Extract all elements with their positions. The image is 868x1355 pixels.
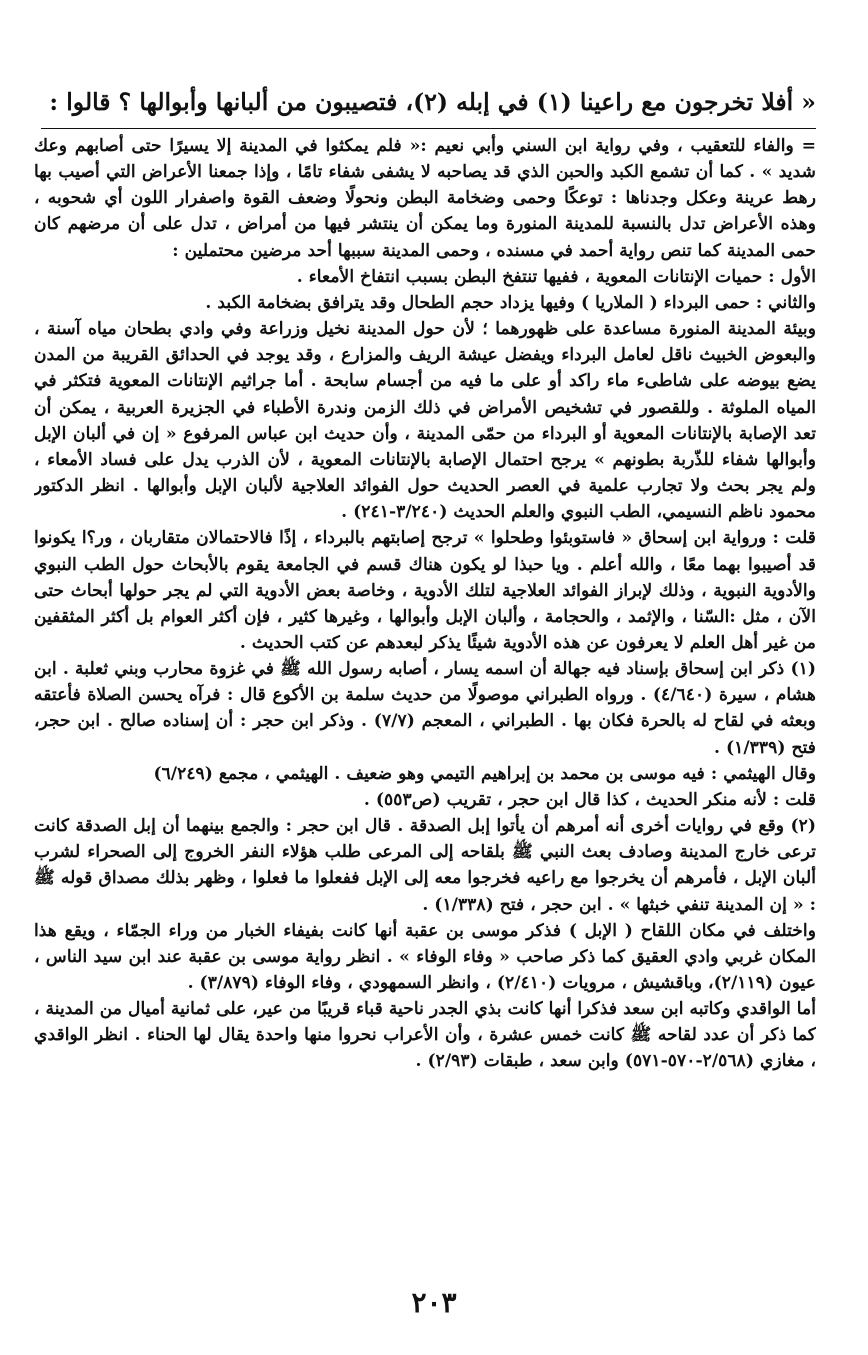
footnote-2: (٢) وقع في روايات أخرى أنه أمرهم أن يأتوا إبل الصدقة . قال ابن حجر : والجمع بينهما أن إبل الصدقة كانت ترعى خارج المدينة وصادف بعث النبي ﷺ بلقاحه إلى المرعى طلب هؤلاء النفر الخروج إلى الصحراء لشرب ألبان الإبل ، فأمرهم أن يخرجوا مع راعيه فخرجوا معه إلى الإبل ففعلوا ما فعلوا ، وظهر بذلك مصداق قوله ﷺ : « إن المدينة تنفي خبثها » . ابن حجر ، فتح (١/٣٣٨) . — [34, 816, 816, 915]
footnote-paragraph: واختلف في مكان اللقاح ( الإبل ) فذكر موسى بن عقبة أنها كانت بفيفاء الخبار من وراء الجمّاء ، ويقع هذا المكان غربي وادي العقيق كما ذكر صاحب « وفاء الوفاء » . انظر رواية موسى بن عقبة عند ابن سيد الناس ، عيون (٢/١١٩)، وباقشيش ، مرويات (٢/٤١٠) ، وانظر السمهودي ، وفاء الوفاء (٣/٨٧٩) . — [34, 920, 816, 993]
footnote-paragraph: قلت : ورواية ابن إسحاق « فاستوبئوا وطحلوا » ترجح إصابتهم بالبرداء ، إذًا فالاحتمالان متقاربان ، ور؟ا يكونوا قد أصيبوا بهما معًا ، والله أعلم . ويا حبذا لو يكون هناك قسم في الجامعة يقوم بالأبحاث حول الطب النبوي والأدوية النبوية ، وذلك لإبراز الفوائد العلاجية لتلك الأدوية ، وخاصة بعض الأدوية التي لم يجر حولها أبحاث حتى الآن ، مثل :السّنا ، والإثمد ، والحجامة ، وألبان الإبل وأبوالها ، وغيرها كثير ، فإن أكثر العوام بل أكثر المثقفين من غير أهل العلم لا يعرفون عن هذه الأدوية شيئًا يذكر لبعدهم عن كتب الحديث . — [34, 528, 816, 653]
footnote-paragraph: وبيئة المدينة المنورة مساعدة على ظهورهما ؛ لأن حول المدينة نخيل وزراعة وفي وادي بطحان مياه آسنة ، والبعوض الخبيث ناقل لعامل البرداء ويفضل عيشة الريف والمزارع ، وقد يوجد في الحدائق القريبة من المدن يضع بيوضه على شاطىء ماء راكد أو على ما فيه من أجسام سابحة . أما جراثيم الإنتانات المعوية فتكثر في المياه الملوثة . وللقصور في تشخيص الأمراض في ذلك الزمن وندرة الأطباء في الجزيرة العربية ، يمكن أن تعد الإصابة بالإنتانات المعوية أو البرداء من حمّى المدينة ، وأن حديث ابن عباس المرفوع « إن في ألبان الإبل وأبوالها شفاء للذّربة بطونهم » يرجح احتمال الإصابة بالإنتانات المعوية ، لأن الذرب يدل على فساد الأمعاء ، ولم يجر بحث ولا تجارب علمية في العصر الحديث حول الفوائد العلاجية لألبان الإبل وأبوالها . انظر الدكتور محمود ناظم النسيمي، الطب النبوي والعلم الحديث (٣/٢٤٠-٢٤١) . — [34, 319, 816, 523]
footnote-paragraph: والثاني : حمى البرداء ( الملاريا ) وفيها يزداد حجم الطحال وقد يترافق بضخامة الكبد . — [205, 292, 816, 313]
footnote-paragraph: = والفاء للتعقيب ، وفي رواية ابن السني وأبي نعيم :« فلم يمكثوا في المدينة إلا يسيرًا حتى أصابهم وعك شديد » . كما أن تشمع الكبد والحبن الذي قد يصاحبه لا يشفى شفاء تامًا ، وإذا جمعنا الأعراض التي أصيب بها رهط عرينة وعكل وجدناها : توعكًا وحمى وضخامة البطن ونحولًا وضعف القوة واصفرار اللون أي شحوبه ، وهذه الأعراض تدل بالنسبة للمدينة المنورة وما يمكن أن ينتشر فيها من أمراض ، تدل على أن مرضهم كان حمى المدينة كما تنص رواية أحمد في مسنده ، وحمى المدينة سببها أحد مرضين محتملين : — [34, 136, 816, 261]
footnotes-section — [34, 133, 816, 1273]
footnote-paragraph: وقال الهيثمي : فيه موسى بن محمد بن إبراهيم التيمي وهو ضعيف . الهيثمي ، مجمع (٦/٢٤٩) — [153, 763, 816, 784]
footnote-paragraph: الأول : حميات الإنتانات المعوية ، ففيها تنتفخ البطن بسبب انتفاخ الأمعاء . — [296, 266, 816, 287]
footnote-paragraph: أما الواقدي وكاتبه ابن سعد فذكرا أنها كانت بذي الجدر ناحية قباء قريبًا من عير، على ثمانية أميال من المدينة ، كما ذكر أن عدد لقاحه ﷺ كانت خمس عشرة ، وأن الأعراب نحروا منها واحدة يقال لها الحناء . انظر الواقدي ، مغازي (٢/٥٦٨-٥٧٠-٥٧١) وابن سعد ، طبقات (٢/٩٣) . — [34, 999, 816, 1072]
footnote-separator — [41, 128, 816, 129]
footnote-paragraph: قلت : لأنه منكر الحديث ، كذا قال ابن حجر ، تقريب (ص٥٥٣) . — [363, 789, 816, 810]
main-text-line: « أفلا تخرجون مع راعينا (١) في إبله (٢)، فتصيبون من ألبانها وأبوالها ؟ قالوا : — [49, 88, 816, 116]
page-number: ٢٠٣ — [411, 1286, 457, 1319]
footnote-1: (١) ذكر ابن إسحاق بإسناد فيه جهالة أن اسمه يسار ، أصابه رسول الله ﷺ في غزوة محارب وبني ثعلبة . ابن هشام ، سيرة (٤/٦٤٠) . ورواه الطبراني موصولًا من حديث سلمة بن الأكوع قال : فرآه يحسن الصلاة فأعتقه وبعثه في لقاح له بالحرة فكان بها . الطبراني ، المعجم (٧/٧) . وذكر ابن حجر : أن إسناده صالح . ابن حجر، فتح (١/٣٣٩) . — [34, 659, 816, 758]
